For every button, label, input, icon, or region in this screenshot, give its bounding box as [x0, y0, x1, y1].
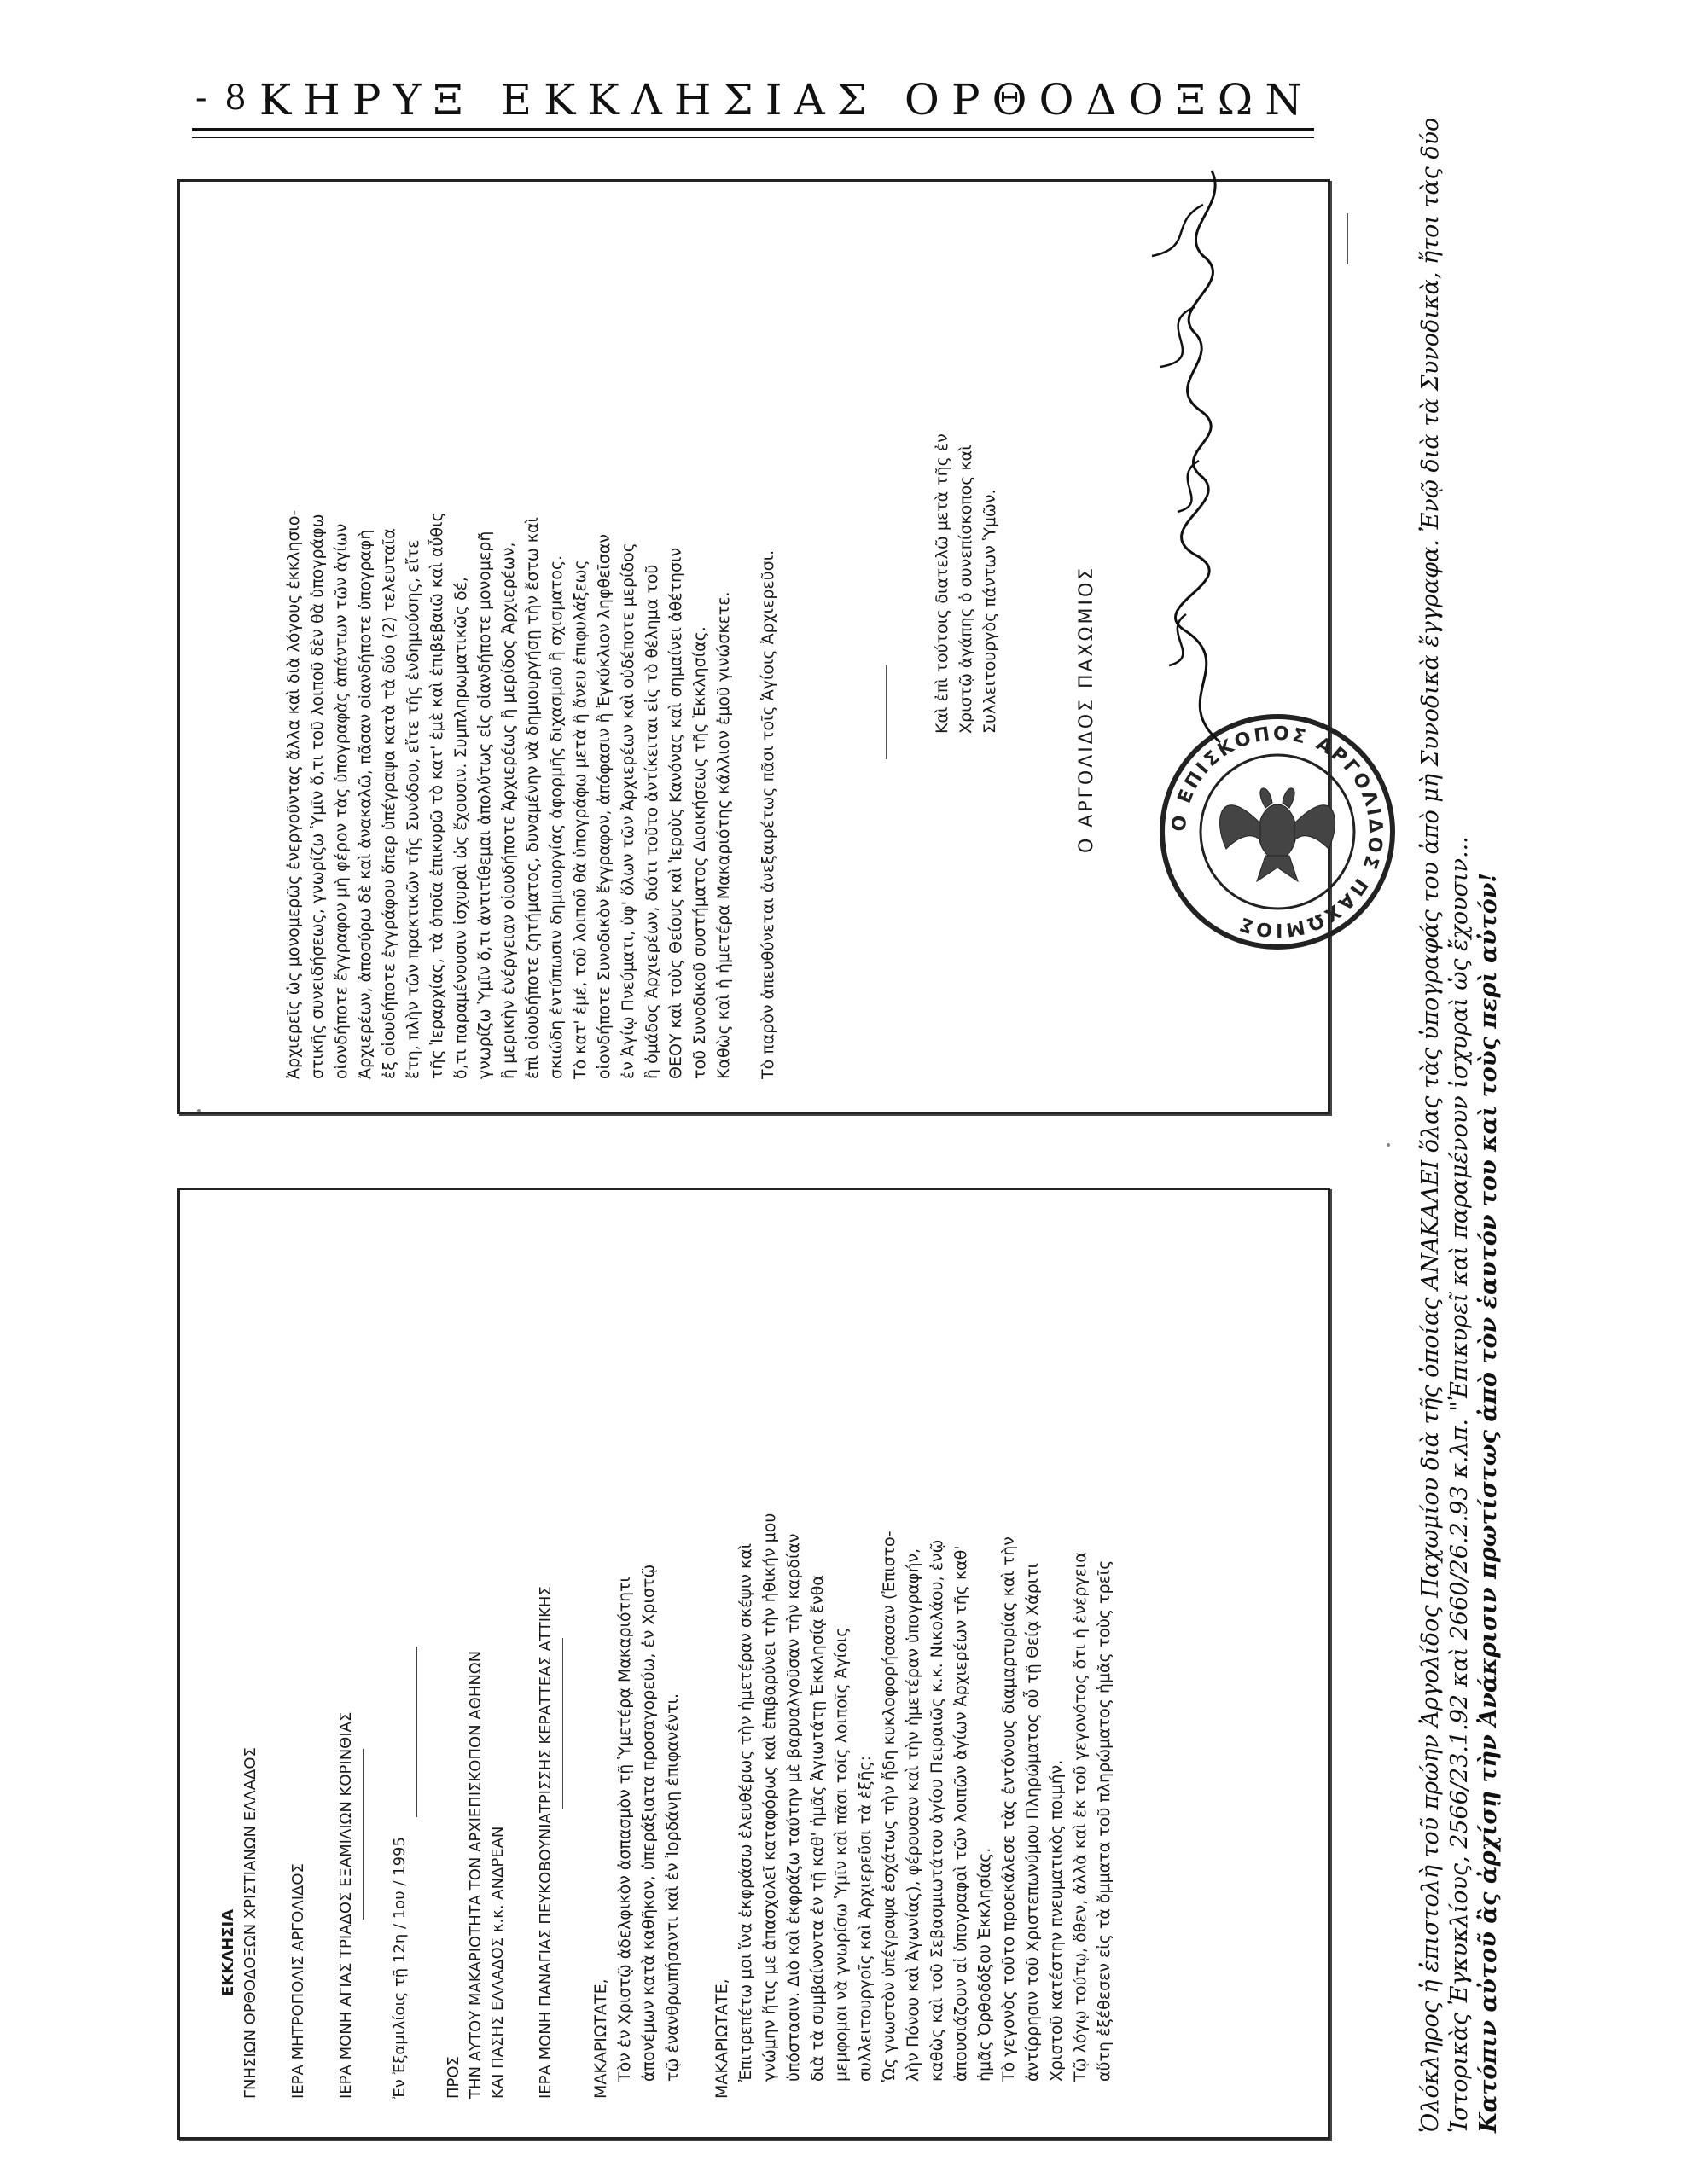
text-line: οἱονδήποτε Συνοδικὸν ἔγγραφον, ἀπόφασιν ἢ Ἐγκύκλιον ληφθεῖσαν [595, 534, 614, 1079]
text-line: ἀπονέμων κατὰ καθῆκον, ὑπεράξιατα προσαγορεύω, ἐν Χριστῷ [639, 1564, 658, 2082]
handwritten-signature [1118, 154, 1263, 751]
header-rule-thin [192, 136, 1314, 138]
text-line: Ἀρχιερέων, ἀποσύρω δὲ καὶ ἀνακαλῶ, πᾶσαν οἱανδήποτε ὑπογραφὴ [356, 529, 375, 1079]
paragraph [282, 209, 736, 1079]
text-line: ἀντίρρησιν τοῦ Χριστεπωνύμου Πληρώματος οὗ τῇ Θείᾳ Χάριτι [1023, 1562, 1042, 2082]
signatory-title: Ο ΑΡΓΟΛΙΔΟΣ ΠΑΧΩΜΙΟΣ [1076, 565, 1097, 853]
to-label: ΠΡΟΣ [445, 2056, 462, 2099]
text-line: ἐξ οἱουδήποτε ἐγγράφου ὅπερ ὑπέγραψα κατὰ τὰ δύο (2) τελευταῖα [380, 528, 398, 1079]
page-number: - 8 - [195, 78, 279, 118]
closing-line: Συλλειτουργὸς πάντων Ὑμῶν. [980, 489, 999, 734]
text-line: Ἀρχιερεῖς ὡς μονομερῶς ἐνεργοῦντας ἄλλα καὶ διὰ λόγους ἐκκλησιο- [284, 509, 303, 1079]
text-line: Ἐπιτρεπέτω μοι ἵνα ἐκφράσω ἐλευθέρως τὴν ἡμετέραν σκέψιν καὶ [736, 1542, 755, 2082]
separator-line [1347, 213, 1348, 264]
recipient-line: ΤΗΝ ΑΥΤΟΥ ΜΑΚΑΡΙΟΤΗΤΑ ΤΟΝ ΑΡΧΙΕΠΙΣΚΟΠΟΝ ΑΘΗΝΩΝ [467, 1650, 485, 2099]
text-line: στικῆς συνειδήσεως, γνωρίζω Ὑμῖν ὅ,τι τοῦ λοιποῦ δὲν θὰ ὑπογράφω [308, 514, 327, 1079]
salutation: ΜΑΚΑΡΙΩΤΑΤΕ, [591, 1978, 610, 2099]
editorial-caption [1416, 117, 1613, 2133]
text-line: ὅ,τι παραμένουσιν ἰσχυραὶ ὡς ἔχουσιν. Συμπληρωματικῶς δέ, [451, 577, 470, 1079]
text-line: Τὸ γεγονὸς τοῦτο προεκάλεσε τὰς ἐντόνους διαμαρτυρίας καὶ τὴν [999, 1536, 1018, 2082]
magazine-title: ΚΗΡΥΞ ΕΚΚΛΗΣΙΑΣ ΟΡΘΟΔΟΞΩΝ [259, 75, 1314, 125]
text-line: μεμφομαι νὰ γνωρίσω Ὑμῖν καὶ πᾶσι τοῖς λοιποῖς Ἁγίοις [832, 1627, 851, 2082]
text-line: τῷ ἐνανθρωπήσαντι καὶ ἐν Ἰορδάνῃ ἐπιφανέντι. [663, 1693, 682, 2082]
paragraph [734, 1237, 1116, 2099]
text-line: ἀπουσιάζουν αἱ ὑπογραφαὶ τῶν λοιπῶν ἁγίων Ἀρχιερέων τῆς καθ' [951, 1545, 970, 2082]
separator-line [363, 1749, 364, 1920]
text-line: αὕτη ἐξέθεσεν εἰς τὰ ὄμματα τοῦ πληρώματος ἡμᾶς τοὺς τρεῖς [1095, 1560, 1114, 2082]
caption-line: Ὁλόκληρος ἡ ἐπιστολὴ τοῦ πρώην Ἀργολίδος Παχωμίου διὰ τῆς ὁποίας ΑΝΑΚΑΛΕΙ ὅλας τὰς ὑπογραφάς του ἀπὸ μὴ Συνοδικὰ ἔγγραφα. Ἐνῷ διὰ τὰ Συνοδικὰ, ἤτοι τὰς δύο [1417, 117, 1444, 2133]
text-line: ἐν Ἁγίῳ Πνεύματι, ὑφ' ὅλων τῶν Ἀρχιερέων καὶ οὐδέποτε μερίδος [619, 543, 637, 1079]
header-rule [192, 128, 1314, 131]
text-line: Τῷ λόγῳ τούτῳ, ὅθεν, ἀλλὰ καὶ ἐκ τοῦ γεγονότος ὅτι ἡ ἐνέργεια [1071, 1552, 1090, 2082]
closing-line: Χριστῷ ἀγάπης ὁ συνεπίσκοπος καὶ [957, 444, 975, 734]
closing-text [930, 307, 1002, 734]
text-line: γνώμην ἥτις με ἀπασχολεῖ καταφόρως καὶ ἐπιβαρύνει τὴν ἠθικήν μου [760, 1513, 779, 2082]
separator-line [416, 1647, 417, 1817]
church-full-name: ΓΝΗΣΙΩΝ ΟΡΘΟΔΟΞΩΝ ΧΡΙΣΤΙΑΝΩΝ ΕΛΛΑΔΟΣ [241, 1747, 259, 2099]
salutation: ΜΑΚΑΡΙΩΤΑΤΕ, [713, 1978, 731, 2099]
text-line: τῆς Ἱεραρχίας, τὰ ὁποῖα ἐπικυρῶ τὸ κατ' ἐμὲ καὶ ἐπιβεβαιῶ καὶ αὖθις [428, 512, 446, 1079]
caption-line: Κατόπιν αὐτοῦ ἂς ἀρχίσῃ τὴν Ἀνάκρισιν πρωτίστως ἀπὸ τὸν ἑαυτόν του καὶ τοὺς περὶ αὐτόν! [1475, 872, 1502, 2133]
text-line: Τὸν ἐν Χριστῷ ἀδελφικὸν ἀσπασμὸν τῇ Ὑμετέρᾳ Μακαριότητι [615, 1577, 634, 2082]
text-line: ἢ μερικὴν ἐνέργειαν οἱουδήποτε Ἀρχιερέως ἢ μερίδος Ἀρχιερέων, [499, 542, 518, 1079]
text-line: ἔτη, πλὴν τῶν πρακτικῶν τῆς Συνόδου, εἴτε τῆς ἐνδημούσης, εἴτε [404, 539, 422, 1079]
separator-line [562, 1638, 563, 1809]
text-line: σκιώδη ἐντύπωσιν δημιουργίας ἀφορμῆς διχασμοῦ ἢ σχισματος. [547, 555, 566, 1079]
letter-first-page [218, 1237, 1190, 2099]
monastery-heading: ΙΕΡΑ ΜΟΝΗ ΑΓΙΑΣ ΤΡΙΑΔΟΣ ΕΞΑΜΙΛΙΩΝ ΚΟΡΙΝΘΙΑΣ [337, 1711, 355, 2099]
text-line: ὑπόστασιν. Διὸ καὶ ἐκφράζω ταύτην μὲ βαρυαλγοῦσαν τὴν καρδίαν [784, 1533, 803, 2082]
closing-block [930, 307, 1075, 734]
text-line: Ὡς γνωστὸν ὑπέγραψα ἐσχάτως τὴν ἤδη κυκλοφορήσασαν (Ἐπιστο- [880, 1531, 899, 2082]
text-line: Καθὼς καὶ ἡ ἡμετέρα Μακαριότης κάλλιον ἐμοῦ γινώσκετε. [714, 591, 733, 1079]
text-line: τοῦ Συνοδικοῦ συστήματος Διοικήσεως τῆς Ἐκκλησίας. [690, 626, 709, 1079]
text-line: ἢ ὁμάδος Ἀρχιερέων, διότι τοῦτο ἀντίκειται εἰς τὸ θέλημα τοῦ [643, 564, 661, 1079]
text-line: καθὼς καὶ τοῦ Σεβασμιωτάτου ἁγίου Πειραιῶς κ.κ. Νικολάου, ἐνῷ [928, 1539, 946, 2082]
separator-line [886, 665, 887, 759]
text-line: γνωρίζω Ὑμῖν ὅ,τι ἀντιτίθεμαι ἀπολύτως εἰς οἱανδήποτε μονομερῆ [475, 531, 494, 1079]
page-header [192, 75, 1314, 126]
church-heading: ΕΚΚΛΗΣΙΑ [219, 1908, 237, 1996]
paragraph: Τὸ παρὸν ἀπευθύνεται ἀνεξαιρέτως πᾶσι τοῖς Ἁγίοις Ἀρχιερεῦσι. [759, 549, 777, 1079]
metropolis-heading: ΙΕΡΑ ΜΗΤΡΟΠΟΛΙΣ ΑΡΓΟΛΙΔΟΣ [289, 1863, 307, 2099]
text-line: συλλειτουργοῖς καὶ Ἀρχιερεῦσι τὰ ἑξῆς: [856, 1755, 875, 2082]
caption-line: Ἱστορικὰς Ἐγκυκλίους, 2566/23.1.92 καὶ 2660/26.2.93 κ.λπ. "Ἐπικυρεῖ καὶ παραμένουν ἰσχυραὶ ὡς ἔχουσιν... [1446, 836, 1473, 2133]
text-line: οἱονδήποτε ἔγγραφον μὴ φέρον τὰς ὑπογραφὰς ἁπάντων τῶν ἁγίων [332, 523, 351, 1079]
recipient-line: ΚΑΙ ΠΑΣΗΣ ΕΛΛΑΔΟΣ κ.κ. ΑΝΔΡΕΑΝ [489, 1826, 507, 2099]
paragraph [613, 1237, 684, 2099]
text-line: ΘΕΟΥ καὶ τοὺς Θείους καὶ Ἱεροὺς Κανόνας καὶ σημαίνει ἀθέτησιν [666, 547, 685, 1079]
date-line: Ἐν Ἐξαμιλίοις τῇ 12η / 1ου / 1995 [391, 1837, 409, 2099]
text-line: Χριστοῦ κατέστην πνευματικὸς ποιμήν. [1047, 1759, 1066, 2082]
text-line: ἐπὶ οἱουδήποτε ζητήματος, δυναμένην νὰ δημιουργήσῃ τὴν ἔστω καὶ [523, 517, 542, 1079]
scan-speck [197, 1109, 201, 1112]
text-line: διὰ τὰ συμβαίνοντα ἐν τῇ καθ' ἡμᾶς Ἁγιωτάτῃ Ἐκκλησίᾳ ἔνθα [808, 1575, 827, 2082]
recipient-line: ΙΕΡΑ ΜΟΝΗ ΠΑΝΑΓΙΑΣ ΠΕΥΚΟΒΟΥΝΙΑΤΡΙΣΣΗΣ ΚΕΡΑΤΤΕΑΣ ΑΤΤΙΚΗΣ [537, 1586, 555, 2099]
closing-line: Καὶ ἐπὶ τούτοις διατελῶ μετὰ τῆς ἐν [933, 433, 951, 734]
text-line: λὴν Πόνου καὶ Ἀγωνίας), φέρουσαν καὶ τὴν ἡμετέραν ὑπογραφήν, [904, 1548, 922, 2082]
text-line: ἡμᾶς Ὀρθοδόξου Ἐκκλησίας. [975, 1847, 994, 2082]
scan-speck [1387, 1143, 1390, 1147]
text-line: Τὸ κατ' ἐμέ, τοῦ λοιποῦ θὰ ὑπογράφω μετὰ ἢ ἄνευ ἐπιφυλάξεως [571, 560, 590, 1079]
seal-text: Ο ΕΠΙΣΚΟΠΟΣ ΑΡΓΟΛΙΔΟΣ ΠΑΧΩΜΙΟΣ [1168, 723, 1387, 941]
